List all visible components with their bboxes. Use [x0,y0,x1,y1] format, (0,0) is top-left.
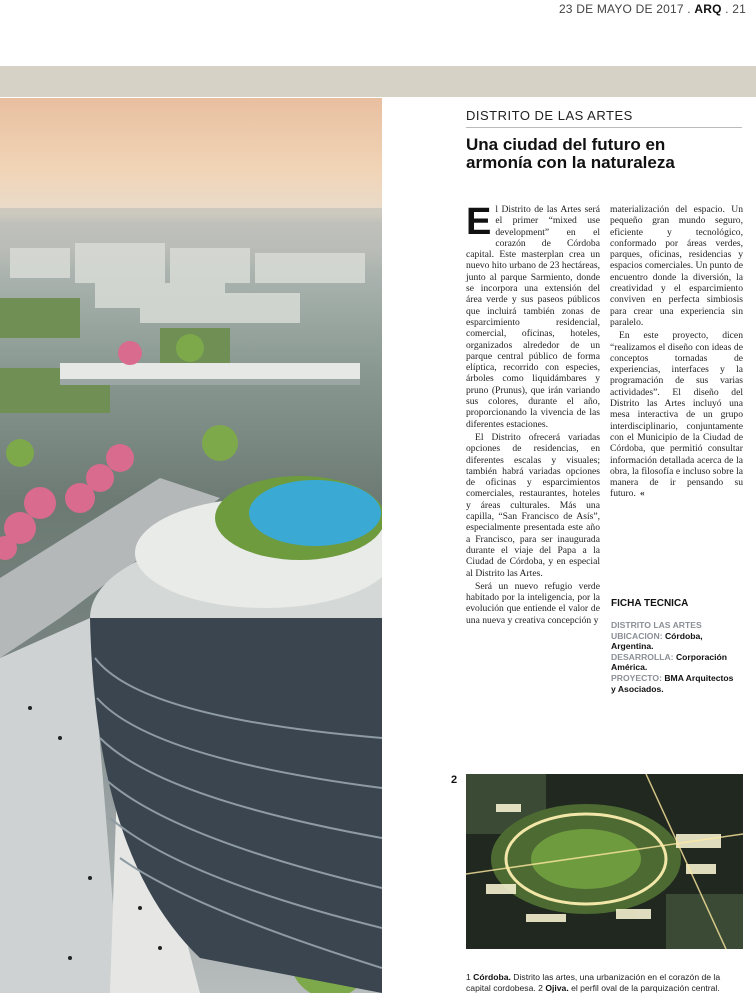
caption-number: 2 [538,982,543,993]
caption-title: Córdoba. [473,972,511,982]
body-paragraph [466,201,600,430]
publication-name: ARQ [694,2,722,16]
aerial-night-image [466,774,743,949]
ficha-row [611,673,739,694]
figure-caption [466,972,746,993]
section-label: DISTRITO DE LAS ARTES [466,108,633,123]
district-rendering-image [0,98,382,993]
header-separator: . [725,2,733,16]
decorative-band [0,66,756,97]
body-paragraph: El Distrito ofrecerá variadas opciones de residencias, en diferentes escalas y visuales; también habrá variadas opciones de oficinas y esparcimientos comerciales, restaurantes, hoteles y áreas culturales. Más una capilla, “San Francisco de Asís”, especialmente presentada este año a Francisco, para ser inaugurada durante el viaje del Papa a la Ciudad de Córdoba, y en especial al Distrito las Artes. [466,431,600,579]
ficha-row [611,631,739,652]
body-paragraph: materialización del espacio. Un pequeño gran mundo seguro, eficiente y tecnológico, conformado por áreas verdes, parques, oficinas, residencias y espacios comerciales. Un punto de encuentro donde la diversión, la creatividad y el esparcimiento conviven en perfecta simbiosis para crear una experiencia sin paralelo. [610,204,743,328]
aerial-night-illustration [466,774,743,949]
header-separator: . [687,2,695,16]
paragraph-text: l Distrito de las Artes será el primer “mixed use development” en el corazón de Córdoba capital. Este masterplan crea un nuevo hito urbano de 23 hectáreas, junto al parque Sarmiento, donde se incorpora una extensión del área verde y sus paseos públicos que incluirá también zonas de esparcimiento residencial, comercial, oficinas, hoteles, organizados alrededor de un parque central público de forma elíptica, recorrido con especies, árboles como liquidámbares y pruno (Prunus), que irán variando sus colores, durante el año, proporcionando la vivencia de las diferentes estaciones. [466,204,600,430]
caption-title: Ojiva. [545,982,569,993]
article-headline: Una ciudad del futuro en armonía con la naturaleza [466,135,675,172]
ficha-tecnica-title: FICHA TECNICA [611,598,689,609]
ficha-value: BMA Arquitectos y Asociados. [611,672,734,694]
district-rendering-illustration [0,98,382,993]
ficha-project-name: DISTRITO LAS ARTES [611,620,702,630]
caption-number: 1 [466,972,471,982]
ficha-value: Corporación América. [611,651,728,673]
ficha-label: UBICACION: [611,630,663,641]
paragraph-text: En este proyecto, dicen “realizamos el diseño con ideas de conceptos tornadas de experiencias, interfaces y la programación de sus varias actividades”. El diseño del Distrito las Artes incluyó una mesa interactiva de un grupo interdisciplinario, conjuntamente con el Municipio de la Ciudad de Córdoba, que permitió consultar información detallada acerca de la obra, la filosofía e incluso sobre la manera de ir pensando su futuro. [610,330,743,500]
ficha-tecnica [611,620,739,694]
body-paragraph: Será un nuevo refugio verde habitado por la inteligencia, por la evolución que entiende el valor de una nueva y creativa concepción y [466,580,600,626]
caption-text: Distrito las artes, una urbanización en el corazón de la capital cordobesa. [466,972,721,993]
ficha-row [611,652,739,673]
ficha-label: DESARROLLA: [611,651,674,662]
end-mark: « [639,488,645,500]
ficha-value: Córdoba, Argentina. [611,630,703,652]
page-number: 21 [732,2,746,16]
issue-date: 23 DE MAYO DE 2017 [558,2,684,16]
page-header [559,2,746,16]
figure-number: 2 [451,774,458,786]
ficha-label: PROYECTO: [611,672,662,683]
body-paragraph [610,330,743,499]
drop-cap: E [466,201,492,243]
article-column-1 [466,201,600,628]
caption-text: el perfil oval de la parquización central. [571,982,720,993]
section-rule [466,127,742,128]
article-column-2 [610,204,743,502]
